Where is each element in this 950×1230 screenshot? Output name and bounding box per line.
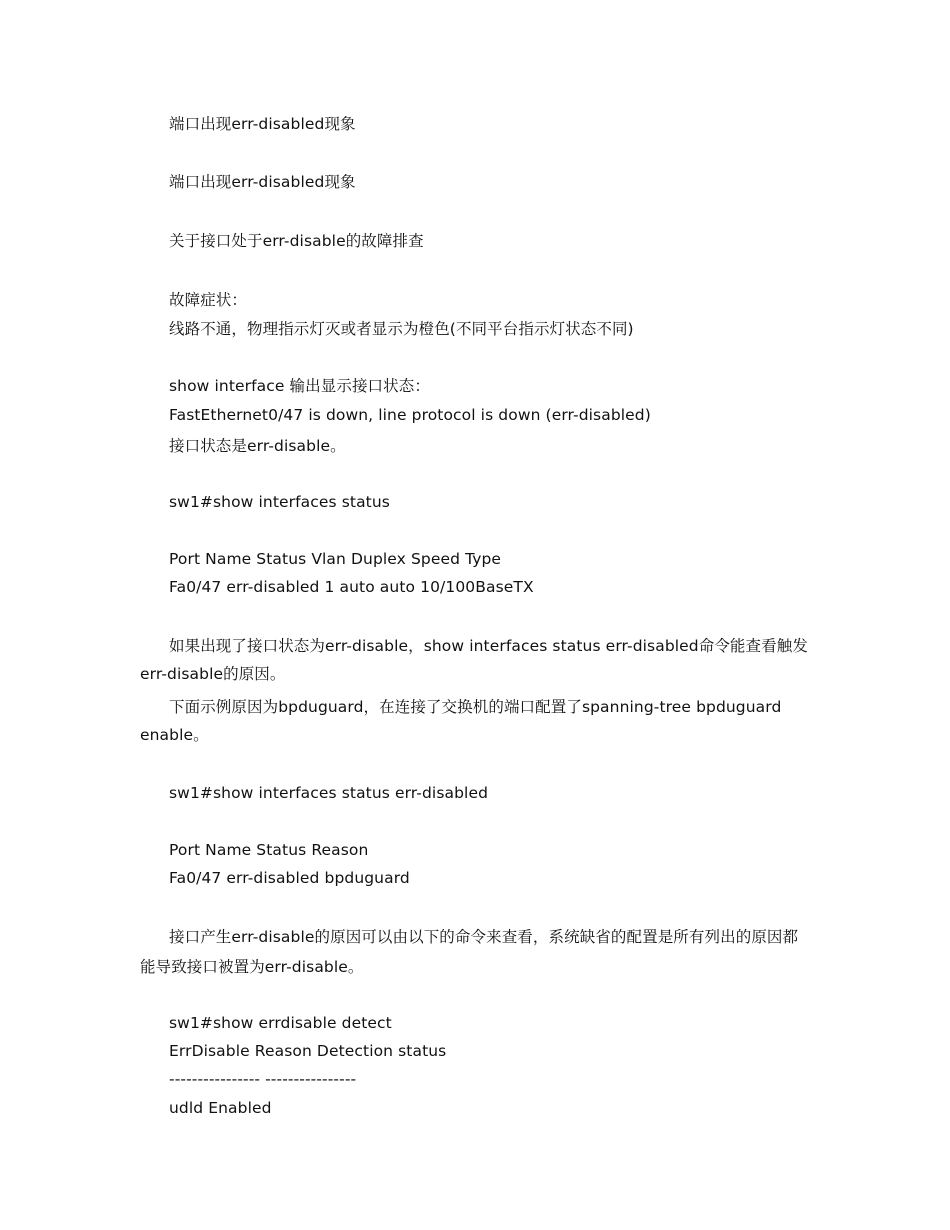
section-title: 关于接口处于err-disable的故障排查	[169, 232, 424, 250]
command-show-err-disabled: sw1#show interfaces status err-disabled	[169, 784, 489, 802]
paragraph-line-5: 接口产生err-disable的原因可以由以下的命令来查看，系统缺省的配置是所有列出的原因都	[169, 928, 799, 946]
command-show-interfaces-status: sw1#show interfaces status	[169, 493, 390, 511]
reason-table-header: Port Name Status Reason	[169, 841, 369, 859]
status-table-header: Port Name Status Vlan Duplex Speed Type	[169, 550, 502, 568]
status-table-row: Fa0/47 err-disabled 1 auto auto 10/100BaseTX	[169, 578, 534, 596]
command-show-errdisable-detect: sw1#show errdisable detect	[169, 1014, 392, 1032]
detect-table-row: udld Enabled	[169, 1099, 272, 1117]
paragraph-line-6: 能导致接口被置为err-disable。	[140, 958, 364, 976]
symptom-description: 线路不通，物理指示灯灭或者显示为橙色(不同平台指示灯状态不同)	[169, 320, 634, 338]
detect-table-header: ErrDisable Reason Detection status	[169, 1042, 447, 1060]
paragraph-line-2: err-disable的原因。	[140, 665, 286, 683]
detect-table-divider: ---------------- ----------------	[169, 1070, 357, 1088]
paragraph-line-4: enable。	[140, 726, 209, 744]
heading-line-1: 端口出现err-disabled现象	[169, 115, 356, 133]
reason-table-row: Fa0/47 err-disabled bpduguard	[169, 869, 410, 887]
symptom-label: 故障症状：	[169, 291, 248, 309]
interface-state-note: 接口状态是err-disable。	[169, 437, 346, 455]
paragraph-line-3: 下面示例原因为bpduguard，在连接了交换机的端口配置了spanning-tree bpduguard	[169, 698, 782, 716]
paragraph-line-1: 如果出现了接口状态为err-disable，show interfaces status err-disabled命令能查看触发	[169, 637, 808, 655]
heading-line-2: 端口出现err-disabled现象	[169, 173, 356, 191]
show-interface-intro: show interface 输出显示接口状态：	[169, 377, 430, 395]
interface-down-output: FastEthernet0/47 is down, line protocol is down (err-disabled)	[169, 406, 651, 424]
